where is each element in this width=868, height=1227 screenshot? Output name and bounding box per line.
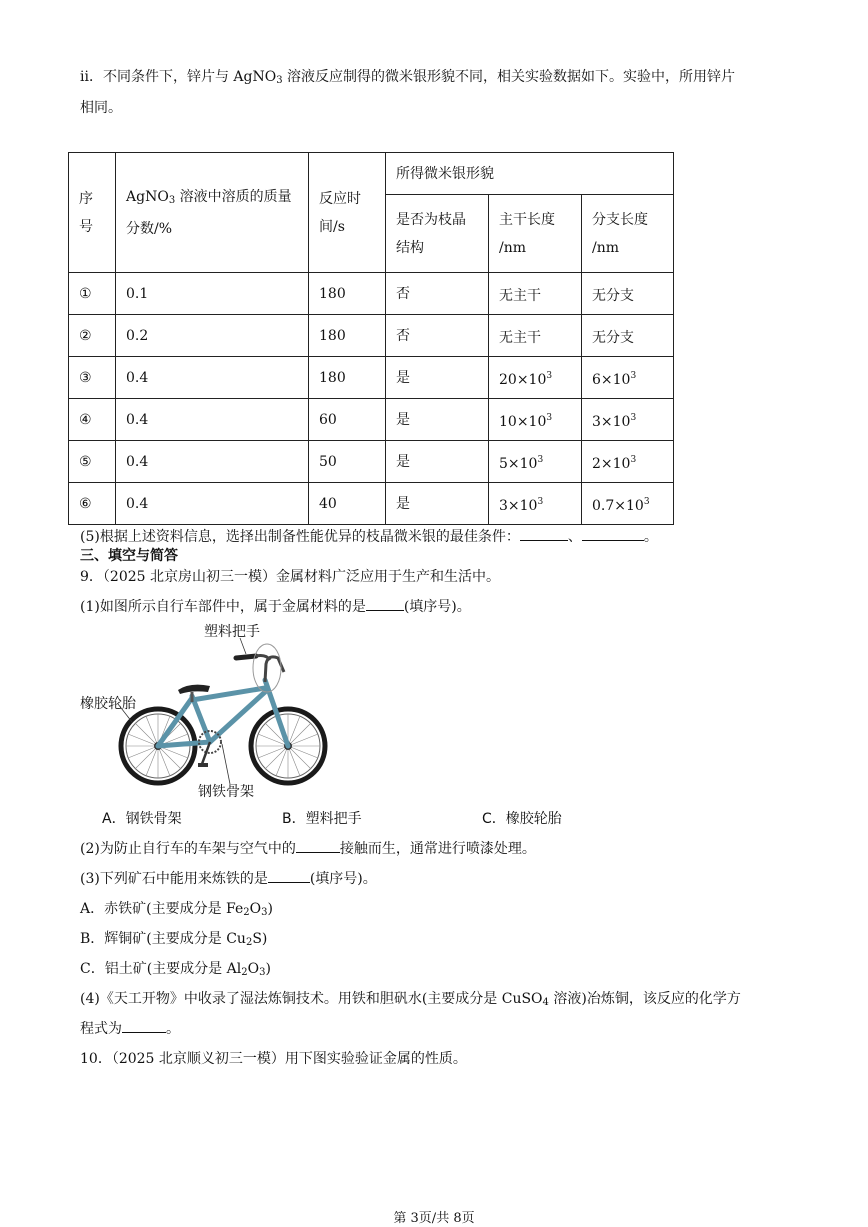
cell-branch: 无分支 bbox=[582, 273, 674, 315]
header-dendrite: 是否为枝晶 结构 bbox=[386, 195, 489, 273]
cell-index: ④ bbox=[69, 399, 116, 441]
header-branch: 分支长度 /nm bbox=[582, 195, 674, 273]
ore-option-c: C．铝土矿(主要成分是 $Al_2O_3$) bbox=[80, 961, 271, 978]
cell-time: 180 bbox=[309, 357, 386, 399]
cell-time: 50 bbox=[309, 441, 386, 483]
label-tire: 橡胶轮胎 bbox=[80, 696, 136, 712]
cell-concentration: 0.4 bbox=[116, 483, 309, 525]
cell-index: ⑤ bbox=[69, 441, 116, 483]
cell-branch: $0.7\times 10^3$ bbox=[582, 483, 674, 525]
cell-index: ① bbox=[69, 273, 116, 315]
cell-branch: $3\times 10^3$ bbox=[582, 399, 674, 441]
question-9-title: 9．（2025 北京房山初三一模）金属材料广泛应用于生产和生活中。 bbox=[80, 569, 500, 585]
ore-option-a: A．赤铁矿(主要成分是 $Fe_2O_3$) bbox=[80, 901, 273, 918]
header-trunk: 主干长度 /nm bbox=[489, 195, 582, 273]
cell-time: 60 bbox=[309, 399, 386, 441]
cell-index: ③ bbox=[69, 357, 116, 399]
cell-branch: $2\times 10^3$ bbox=[582, 441, 674, 483]
section-title: 三、填空与简答 bbox=[80, 548, 178, 564]
option-c: C．橡胶轮胎 bbox=[482, 811, 562, 827]
table-row bbox=[69, 273, 674, 315]
cell-index: ② bbox=[69, 315, 116, 357]
cell-dendrite: 否 bbox=[386, 273, 489, 315]
answer-blank[interactable] bbox=[296, 838, 340, 853]
table-row bbox=[69, 483, 674, 525]
answer-blank[interactable] bbox=[582, 526, 644, 541]
ore-option-b: B．辉铜矿(主要成分是 $Cu_2S$) bbox=[80, 931, 268, 948]
table-row bbox=[69, 315, 674, 357]
cell-concentration: 0.4 bbox=[116, 357, 309, 399]
cell-dendrite: 是 bbox=[386, 399, 489, 441]
table-row bbox=[69, 357, 674, 399]
intro-line-2: 相同。 bbox=[80, 100, 122, 116]
cell-trunk: $5\times 10^3$ bbox=[489, 441, 582, 483]
q9-part-4-line-2: 程式为 。 bbox=[80, 1018, 180, 1038]
cell-dendrite: 是 bbox=[386, 441, 489, 483]
header-morphology: 所得微米银形貌 bbox=[386, 153, 674, 195]
header-concentration: AgNO$_3$ 溶液中溶质的质量 分数/% bbox=[116, 153, 309, 273]
cell-time: 180 bbox=[309, 315, 386, 357]
answer-blank[interactable] bbox=[366, 596, 404, 611]
page-footer: 第 3页/共 8页 bbox=[393, 1211, 475, 1226]
header-time: 反应时 间/s bbox=[309, 153, 386, 273]
cell-dendrite: 是 bbox=[386, 357, 489, 399]
q9-part-1: (1)如图所示自行车部件中，属于金属材料的是 (填序号)。 bbox=[80, 596, 471, 616]
question-10-title: 10．（2025 北京顺义初三一模）用下图实验验证金属的性质。 bbox=[80, 1051, 467, 1067]
q9-part-4-line-1: (4)《天工开物》中收录了湿法炼铜技术。用铁和胆矾水(主要成分是 CuSO$_4$ 溶液)冶炼铜，该反应的化学方 bbox=[80, 991, 741, 1008]
q9-part-2: (2)为防止自行车的车架与空气中的 接触而生，通常进行喷漆处理。 bbox=[80, 838, 536, 858]
seat bbox=[178, 685, 210, 694]
bicycle-figure bbox=[70, 618, 340, 802]
cell-trunk: 无主干 bbox=[489, 273, 582, 315]
cell-dendrite: 是 bbox=[386, 483, 489, 525]
cell-index: ⑥ bbox=[69, 483, 116, 525]
cell-trunk: 无主干 bbox=[489, 315, 582, 357]
header-index: 序 号 bbox=[69, 153, 116, 273]
cell-branch: $6\times 10^3$ bbox=[582, 357, 674, 399]
option-a: A．钢铁骨架 bbox=[102, 811, 182, 827]
label-frame: 钢铁骨架 bbox=[198, 784, 254, 800]
table-row bbox=[69, 399, 674, 441]
answer-blank[interactable] bbox=[122, 1018, 166, 1033]
answer-blank[interactable] bbox=[268, 868, 310, 883]
cell-dendrite: 否 bbox=[386, 315, 489, 357]
cell-trunk: $20\times 10^3$ bbox=[489, 357, 582, 399]
cell-concentration: 0.4 bbox=[116, 399, 309, 441]
cell-time: 180 bbox=[309, 273, 386, 315]
experiment-table bbox=[68, 152, 674, 525]
cell-concentration: 0.4 bbox=[116, 441, 309, 483]
table-row bbox=[69, 441, 674, 483]
q9-part-3: (3)下列矿石中能用来炼铁的是 (填序号)。 bbox=[80, 868, 377, 888]
intro-line-1: ii．不同条件下，锌片与 AgNO$_3$ 溶液反应制得的微米银形貌不同，相关实验数据如下。实验中，所用锌片 bbox=[80, 69, 736, 86]
cell-concentration: 0.2 bbox=[116, 315, 309, 357]
cell-trunk: $10\times 10^3$ bbox=[489, 399, 582, 441]
question-5: (5)根据上述资料信息，选择出制备性能优异的枝晶微米银的最佳条件： 、 。 bbox=[80, 526, 658, 546]
option-b: B．塑料把手 bbox=[282, 811, 362, 827]
cell-time: 40 bbox=[309, 483, 386, 525]
label-handle: 塑料把手 bbox=[204, 624, 260, 640]
answer-blank[interactable] bbox=[520, 526, 568, 541]
cell-concentration: 0.1 bbox=[116, 273, 309, 315]
cell-branch: 无分支 bbox=[582, 315, 674, 357]
cell-trunk: $3\times 10^3$ bbox=[489, 483, 582, 525]
